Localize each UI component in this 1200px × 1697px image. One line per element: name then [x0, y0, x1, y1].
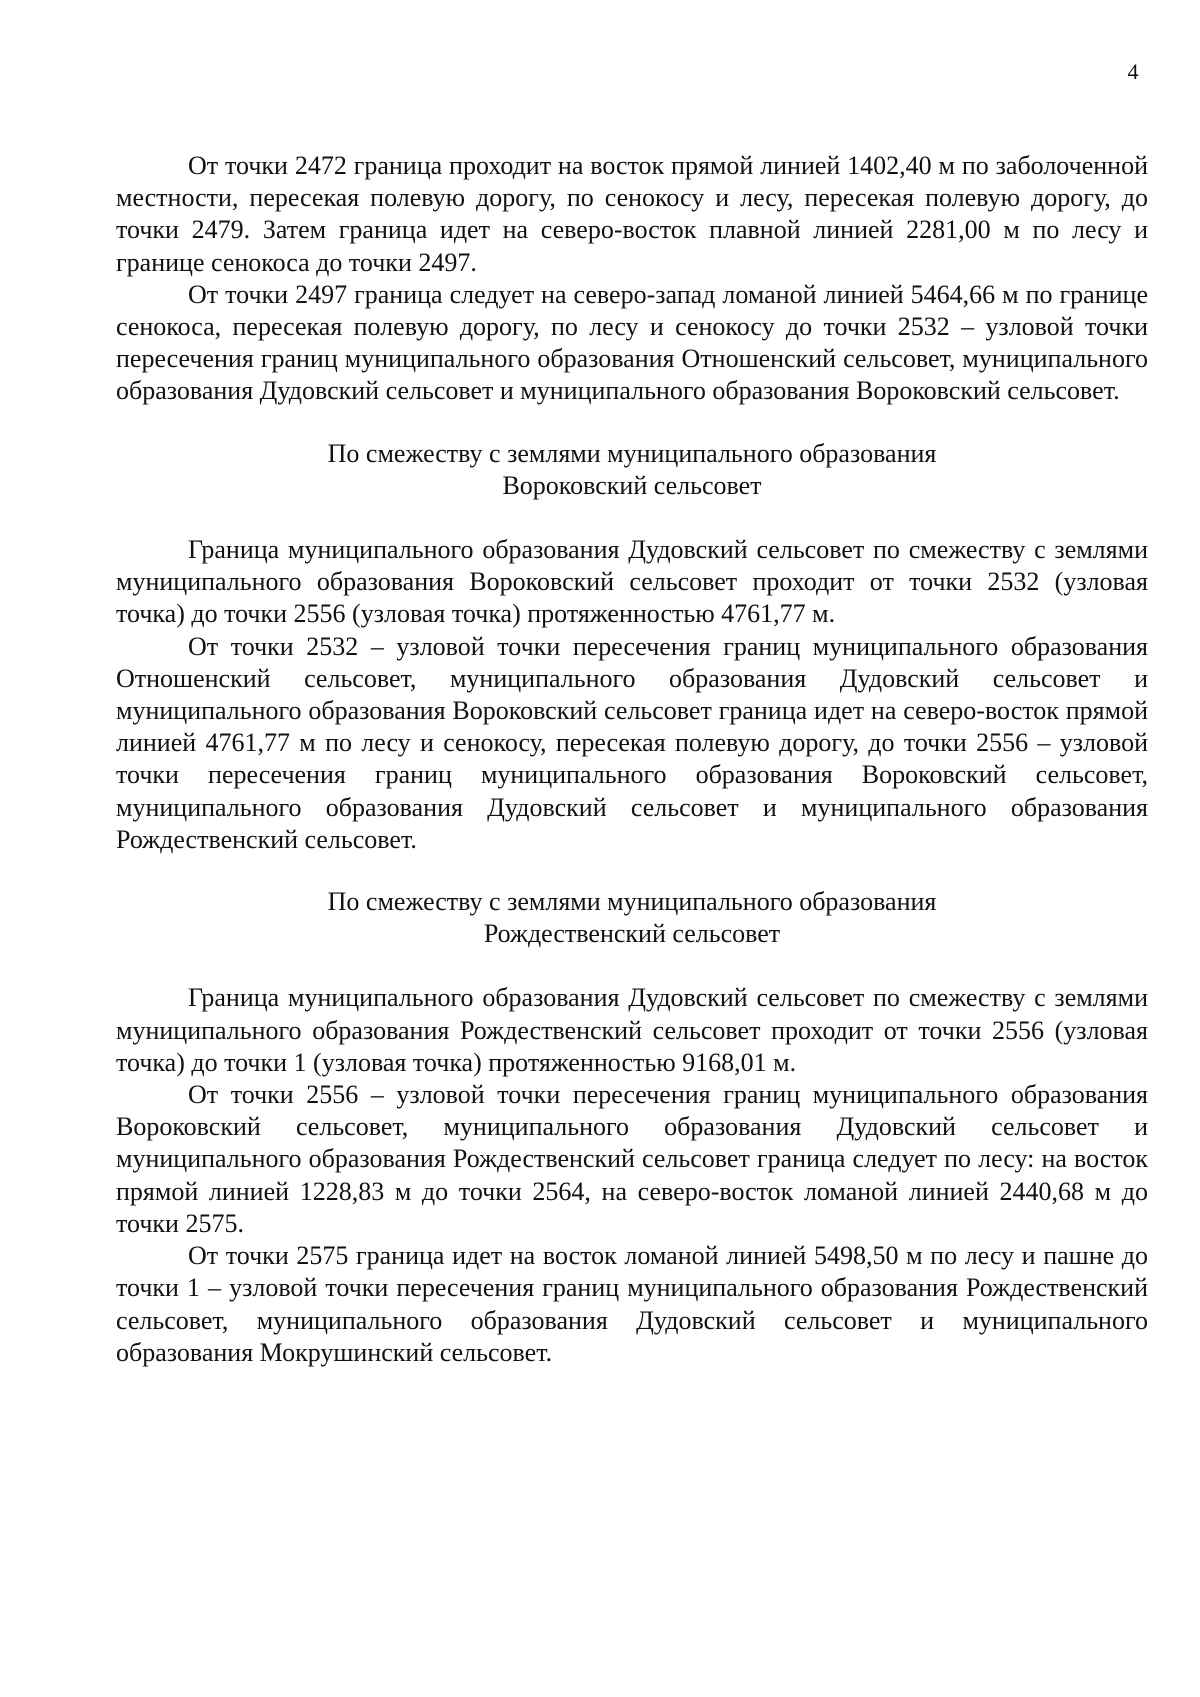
paragraph-boundary-2532-2556: От точки 2532 – узловой точки пересечения границ муниципального образования Отношенский сельсовет, муниципального образования Дудовский сельсовет и муниципального образования Вороковский сельсовет граница идет на северо-восток прямой линией 4761,77 м по лесу и сенокосу, пересекая полевую дорогу, до точки 2556 – узловой точки пересечения границ муниципального образования Вороковский сельсовет, муниципального образования Дудовский сельсовет и муниципального образования Рождественский сельсовет. — [116, 631, 1148, 854]
section-heading-line: Рождественский сельсовет — [483, 919, 781, 949]
paragraph-boundary-2497-2532: От точки 2497 граница следует на северо-запад ломаной линией 5464,66 м по границе сенокоса, пересекая полевую дорогу, по лесу и сенокосу до точки 2532 – узловой точки пересечения границ муниципального образования Отношенский сельсовет, муниципального образования Дудовский сельсовет и муниципального образования Вороковский сельсовет. — [116, 279, 1148, 406]
section-heading-line: По смежеству с землями муниципального образования — [327, 438, 937, 468]
paragraph-boundary-2556-2575: От точки 2556 – узловой точки пересечения границ муниципального образования Вороковский сельсовет, муниципального образования Дудовский сельсовет и муниципального образования Рождественский сельсовет граница следует по лесу: на восток прямой линией 1228,83 м до точки 2564, на северо-восток ломаной линией 2440,68 м до точки 2575. — [116, 1080, 1148, 1238]
section-heading-vorokovsky — [116, 438, 1148, 502]
page-number: 4 — [1127, 59, 1139, 84]
section-heading-rozhdestvensky — [116, 886, 1148, 950]
document-body — [116, 150, 1148, 1369]
paragraph-boundary-2472-2497: От точки 2472 граница проходит на восток прямой линией 1402,40 м по заболоченной местности, пересекая полевую дорогу, по сенокосу и лесу, пересекая полевую дорогу, до точки 2479. Затем граница идет на северо-восток плавной линией 2281,00 м по лесу и границе сенокоса до точки 2497. — [116, 151, 1148, 277]
paragraph-vorokovsky-summary: Граница муниципального образования Дудовский сельсовет по смежеству с землями муниципального образования Вороковский сельсовет проходит от точки 2532 (узловая точка) до точки 2556 (узловая точка) протяженностью 4761,77 м. — [116, 535, 1148, 629]
section-heading-line: Вороковский сельсовет — [502, 470, 762, 500]
section-heading-line: По смежеству с землями муниципального образования — [327, 887, 937, 917]
paragraph-boundary-2575-1: От точки 2575 граница идет на восток ломаной линией 5498,50 м по лесу и пашне до точки 1 – узловой точки пересечения границ муниципального образования Рождественский сельсовет, муниципального образования Дудовский сельсовет и муниципального образования Мокрушинский сельсовет. — [116, 1241, 1148, 1367]
paragraph-rozhdestvensky-summary: Граница муниципального образования Дудовский сельсовет по смежеству с землями муниципального образования Рождественский сельсовет проходит от точки 2556 (узловая точка) до точки 1 (узловая точка) протяженностью 9168,01 м. — [116, 983, 1148, 1077]
